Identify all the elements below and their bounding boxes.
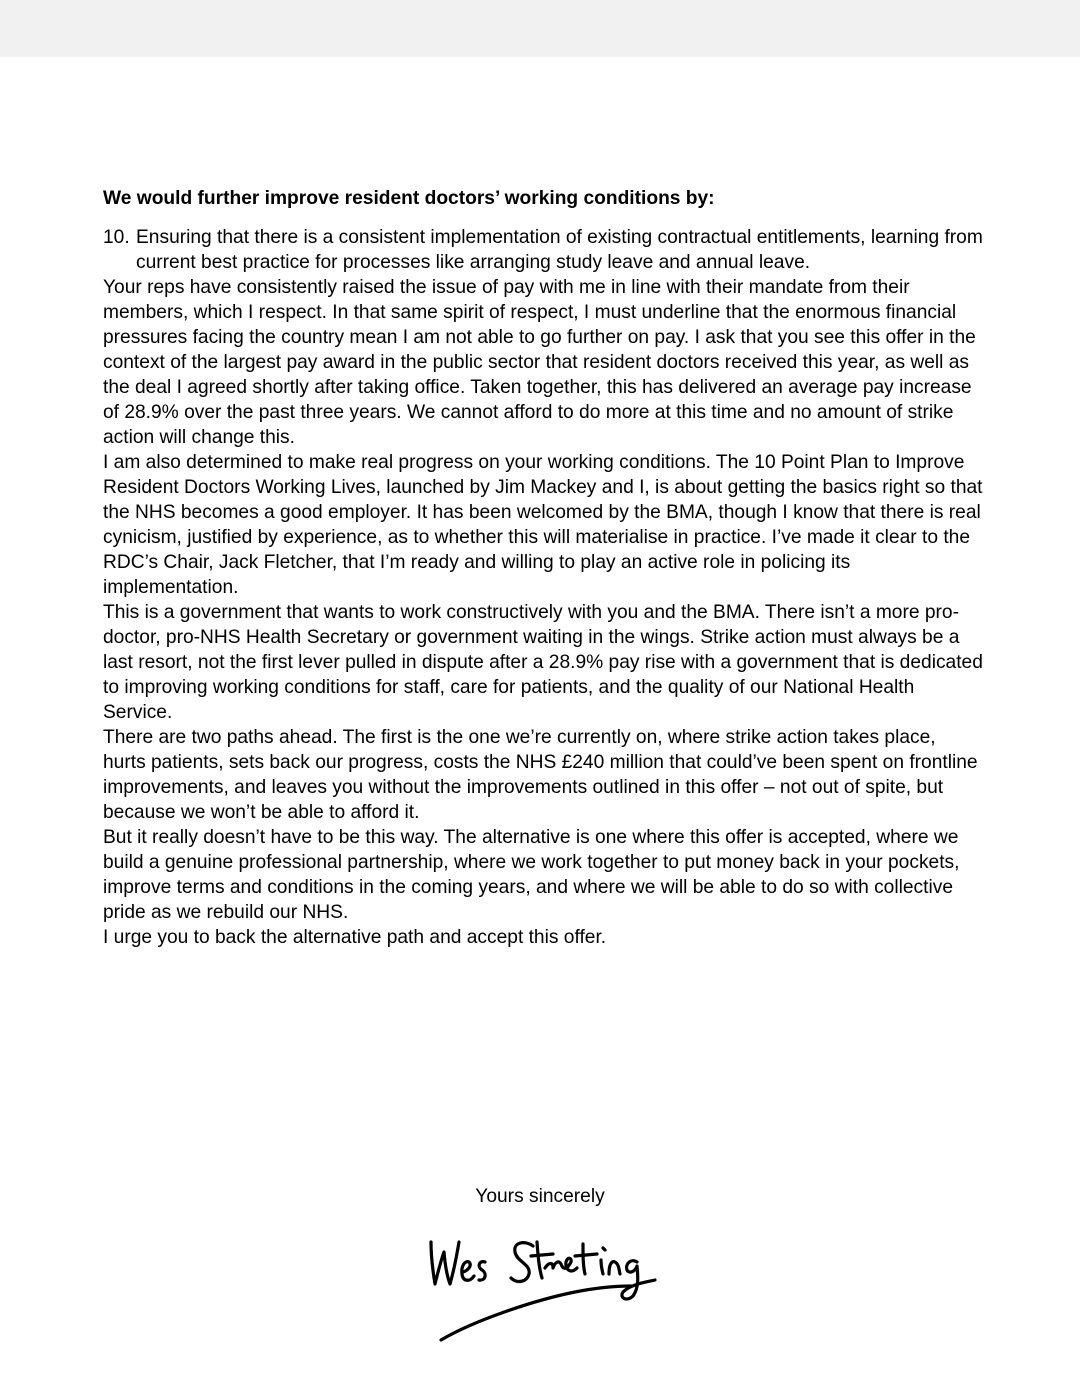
paragraph-alternative: But it really doesn’t have to be this way. The alternative is one where this offer is accepted, where we build a genuine professional partnership, where we work together to put money back in your pockets, improve terms and conditions in the coming years, and where we will be able to do so with collective pride as we rebuild our NHS. (103, 827, 960, 923)
list-item-text: Ensuring that there is a consistent implementation of existing contractual entitlements, learning from current best practice for processes like arranging study leave and annual leave. (136, 227, 983, 273)
list-item (103, 225, 983, 275)
signature (425, 1232, 660, 1347)
paragraph-pay: Your reps have consistently raised the issue of pay with me in line with their mandate from their members, which I respect. In that same spirit of respect, I must underline that the enormous financial pressures facing the country mean I am not able to go further on pay. I ask that you see this offer in the context of the largest pay award in the public sector that resident doctors received this year, as well as the deal I agreed shortly after taking office. Taken together, this has delivered an average pay increase of 28.9% over the past three years. We cannot afford to do more at this time and no amount of strike action will change this. (103, 277, 976, 448)
viewer-top-bar (0, 0, 1080, 57)
list-item-number: 10. (103, 227, 130, 248)
closing-salutation: Yours sincerely (475, 1186, 605, 1207)
section-heading: We would further improve resident doctors’ working conditions by: (103, 188, 715, 209)
letter-body (103, 186, 983, 950)
paragraph-working-conditions: I am also determined to make real progress on your working conditions. The 10 Point Plan to Improve Resident Doctors Working Lives, launched by Jim Mackey and I, is about getting the basics right so that the NHS becomes a good employer. It has been welcomed by the BMA, though I know that there is real cynicism, justified by experience, as to whether this will materialise in practice. I’ve made it clear to the RDC’s Chair, Jack Fletcher, that I’m ready and willing to play an active role in policing its implementation. (103, 452, 983, 598)
paragraph-two-paths: There are two paths ahead. The first is the one we’re currently on, where strike action takes place, hurts patients, sets back our progress, costs the NHS £240 million that could’ve been spent on frontline improvements, and leaves you without the improvements outlined in this offer – not out of spite, but because we won’t be able to afford it. (103, 727, 978, 823)
paragraph-urge: I urge you to back the alternative path and accept this offer. (103, 927, 607, 948)
paragraph-government: This is a government that wants to work constructively with you and the BMA. There isn’t a more pro-doctor, pro-NHS Health Secretary or government waiting in the wings. Strike action must always be a last resort, not the first lever pulled in dispute after a 28.9% pay rise with a government that is dedicated to improving working conditions for staff, care for patients, and the quality of our National Health Service. (103, 602, 983, 723)
